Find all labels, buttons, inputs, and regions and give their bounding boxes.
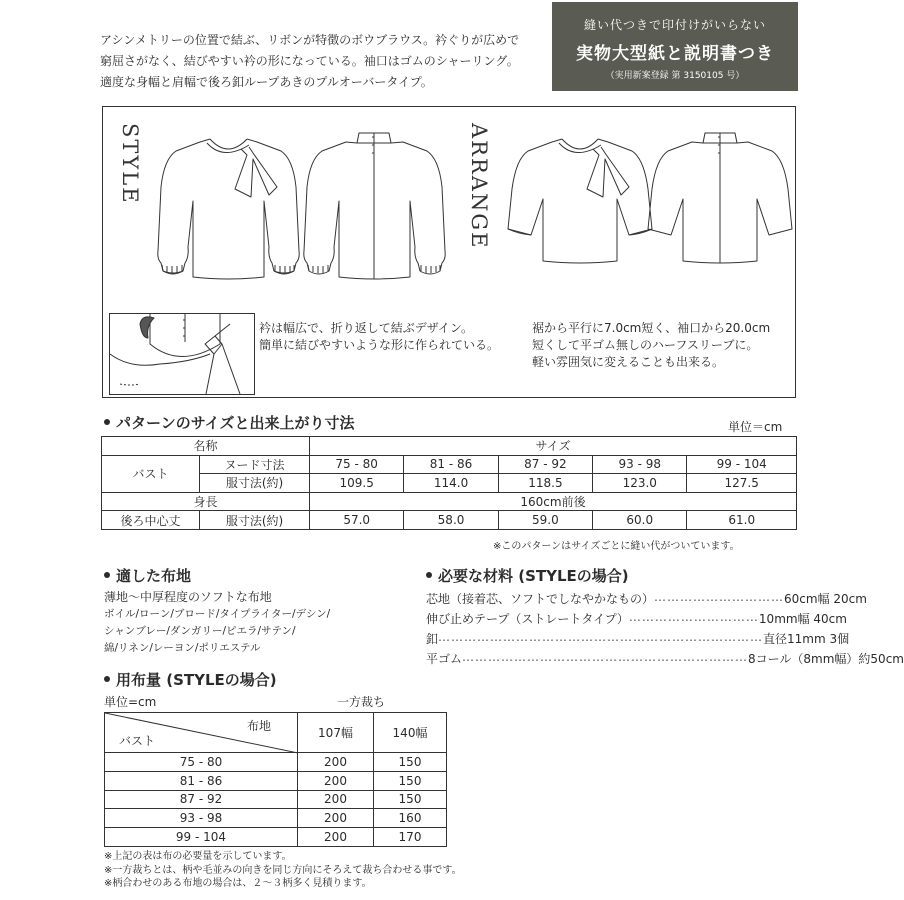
style-back-illustration: [299, 129, 449, 287]
yardage-size: 99 - 104: [105, 828, 298, 847]
leader-dots: …………………………………………………………: [462, 650, 749, 664]
intro-text: [100, 30, 550, 93]
yardage-table: [104, 712, 447, 847]
header-bust: バスト: [119, 734, 156, 748]
back-length-cell: 60.0: [593, 511, 687, 530]
table-row: [102, 437, 797, 456]
table-row: [105, 828, 447, 847]
garment-label: 服寸法(約): [200, 511, 310, 530]
yardage-107: 200: [298, 790, 374, 809]
fabric-line: ボイル/ローン/ブロード/タイプライター/デシン/: [104, 608, 331, 620]
material-value: 60cm幅 20cm: [784, 592, 867, 606]
height-value: 160cm前後: [310, 492, 797, 511]
table-row: [105, 753, 447, 772]
style-description: [259, 320, 499, 354]
leader-dots: …………………………………………………………………: [438, 630, 764, 644]
material-value: 10mm幅 40cm: [758, 612, 847, 626]
garment-label: 服寸法(約): [200, 474, 310, 493]
yardage-140: 160: [374, 809, 447, 828]
material-row: [426, 610, 847, 627]
width-header: 140幅: [374, 713, 447, 753]
size-table: [101, 436, 797, 530]
collar-detail-inset: [109, 313, 255, 395]
size-cell: 99 - 104: [687, 455, 797, 474]
style-desc-line: 簡単に結びやすいような形に作られている。: [259, 338, 500, 352]
size-cell: 93 - 98: [593, 455, 687, 474]
table-row: [102, 455, 797, 474]
material-label: 伸び止めテープ（ストレートタイプ）: [426, 612, 629, 626]
intro-line: アシンメトリーの位置で結ぶ、リボンが特徴のボウブラウス。衿ぐりが広めで: [100, 33, 520, 47]
back-length-cell: 61.0: [687, 511, 797, 530]
materials-section-title: [426, 565, 629, 586]
material-value: 直径11mm 3個: [763, 632, 850, 646]
yardage-size: 75 - 80: [105, 753, 298, 772]
bullet-icon: [104, 676, 110, 682]
table-row: [102, 511, 797, 530]
yardage-size: 81 - 86: [105, 771, 298, 790]
yardage-140: 150: [374, 753, 447, 772]
fabric-section-title: [104, 565, 191, 586]
yardage-107: 200: [298, 771, 374, 790]
back-length-cell: 59.0: [498, 511, 592, 530]
badge-line2: 実物大型紙と説明書つき: [576, 44, 774, 64]
width-header: 107幅: [298, 713, 374, 753]
size-section-title: [104, 412, 355, 433]
arrange-description: [532, 320, 770, 371]
table-row: [105, 809, 447, 828]
bust-garment-cell: 114.0: [404, 474, 498, 493]
back-length-cell: 58.0: [404, 511, 498, 530]
size-cell: 75 - 80: [310, 455, 404, 474]
yardage-107: 200: [298, 828, 374, 847]
bullet-icon: [104, 572, 110, 578]
fabric-title-text: 適した布地: [116, 567, 192, 585]
yardage-notes: [104, 850, 462, 891]
fabric-line: 綿/リネン/レーヨン/ポリエステル: [104, 642, 261, 654]
yardage-unit: 単位=cm: [104, 695, 157, 709]
header-name: 名称: [102, 437, 310, 456]
yardage-107: 200: [298, 809, 374, 828]
bust-label: バスト: [102, 455, 200, 492]
back-length-cell: 57.0: [310, 511, 404, 530]
table-row: [105, 771, 447, 790]
fabric-list: [104, 589, 330, 657]
height-label: 身長: [102, 492, 310, 511]
header-size: サイズ: [310, 437, 797, 456]
arrange-desc-line: 短くして平ゴム無しのハーフスリーブに。: [532, 338, 759, 352]
arrange-desc-line: 裾から平行に7.0cm短く、袖口から20.0cm: [532, 321, 771, 335]
bust-garment-cell: 109.5: [310, 474, 404, 493]
bullet-icon: [104, 419, 110, 425]
table-row: [105, 790, 447, 809]
fabric-line: シャンブレー/ダンガリー/ピエラ/サテン/: [104, 625, 296, 637]
nude-label: ヌード寸法: [200, 455, 310, 474]
size-cell: 87 - 92: [498, 455, 592, 474]
style-label: STYLE: [118, 123, 142, 205]
intro-line: 窮屈さがなく、結びやすい衿の形になっている。袖口はゴムのシャーリング。: [100, 54, 519, 68]
material-label: 平ゴム: [426, 652, 463, 666]
yardage-size: 87 - 92: [105, 790, 298, 809]
header-diagonal-cell: [105, 713, 298, 753]
pattern-badge: [552, 2, 798, 91]
back-length-label: 後ろ中心丈: [102, 511, 200, 530]
size-cell: 81 - 86: [404, 455, 498, 474]
table-row: [102, 492, 797, 511]
yardage-107: 200: [298, 753, 374, 772]
badge-line3: （実用新案登録 第 3150105 号）: [605, 71, 745, 81]
yardage-title-text: 用布量 (STYLEの場合): [116, 671, 277, 689]
table-row: [105, 713, 447, 753]
material-row: [426, 630, 850, 647]
yardage-note: ※上記の表は布の必要量を示しています。: [104, 851, 292, 862]
header-fabric: 布地: [246, 719, 271, 733]
bullet-icon: [426, 572, 432, 578]
yardage-size: 93 - 98: [105, 809, 298, 828]
arrange-label: ARRANGE: [467, 123, 491, 250]
illustration-box: [102, 106, 796, 398]
bust-garment-cell: 118.5: [498, 474, 592, 493]
badge-line1: 縫い代つきで印付けがいらない: [583, 18, 766, 32]
yardage-140: 150: [374, 771, 447, 790]
fabric-line: 薄地〜中厚程度のソフトな布地: [104, 590, 272, 604]
yardage-section-title: [104, 669, 277, 690]
material-label: 芯地（接着芯、ソフトでしなやかなもの）: [426, 592, 655, 606]
material-label: 釦: [426, 632, 439, 646]
cutting-direction: 一方裁ち: [337, 695, 386, 709]
bust-garment-cell: 123.0: [593, 474, 687, 493]
size-unit: 単位＝cm: [728, 420, 783, 434]
seam-allowance-note: ※このパターンはサイズごとに縫い代がついています。: [493, 541, 740, 552]
style-front-illustration: [153, 129, 303, 287]
material-row: [426, 650, 904, 667]
leader-dots: …………………………: [628, 610, 759, 624]
material-value: 8コール（8mm幅）約50cm: [748, 652, 904, 666]
yardage-note: ※一方裁ちとは、柄や毛並みの向きを同じ方向にそろえて裁ち合わせる事です。: [104, 864, 462, 876]
table-row: [102, 474, 797, 493]
bust-garment-cell: 127.5: [687, 474, 797, 493]
yardage-140: 170: [374, 828, 447, 847]
material-row: [426, 590, 867, 607]
collar-detail-illustration: [110, 314, 256, 396]
arrange-front-illustration: [505, 129, 655, 269]
materials-title-text: 必要な材料 (STYLEの場合): [438, 567, 629, 585]
intro-line: 適度な身幅と肩幅で後ろ釦ループあきのプルオーバータイプ。: [100, 75, 433, 89]
arrange-desc-line: 軽い雰囲気に変えることも出来る。: [532, 355, 725, 369]
arrange-back-illustration: [645, 129, 795, 269]
size-title-text: パターンのサイズと出来上がり寸法: [116, 414, 355, 432]
leader-dots: …………………………: [654, 590, 785, 604]
style-desc-line: 衿は幅広で、折り返して結ぶデザイン。: [259, 321, 473, 335]
yardage-note: ※柄合わせのある布地の場合は、２〜３柄多く見積ります。: [104, 878, 372, 889]
yardage-140: 150: [374, 790, 447, 809]
